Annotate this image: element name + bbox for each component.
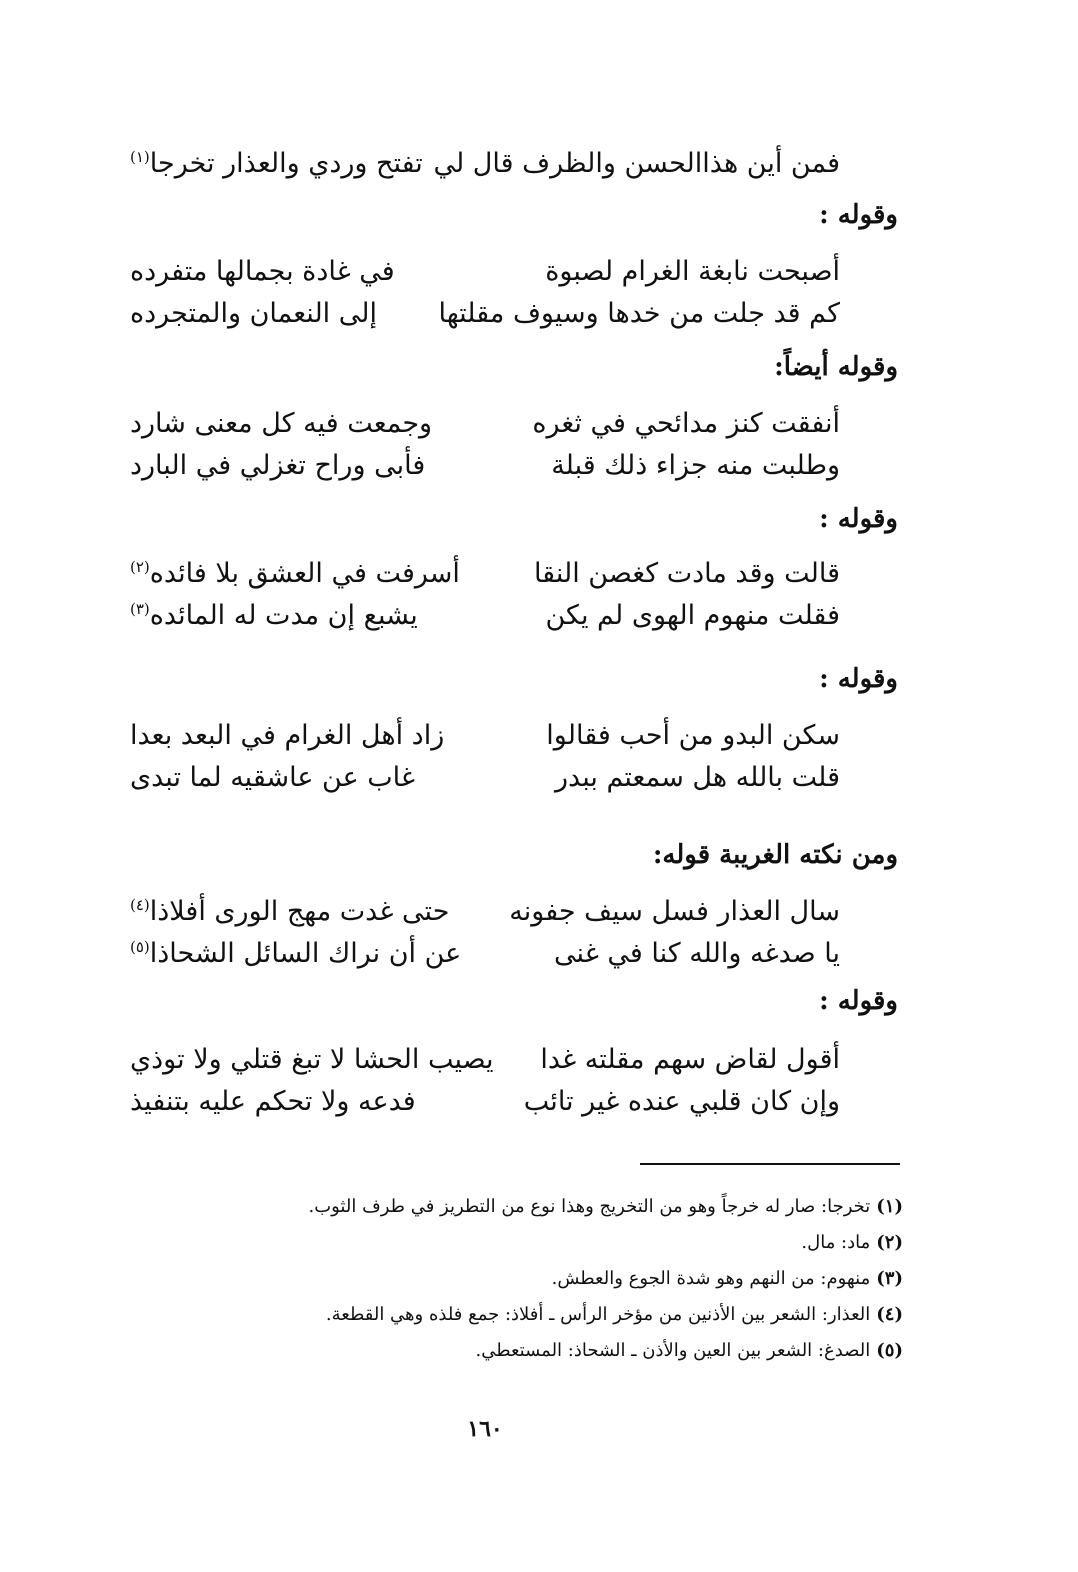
- verse-second-hemistich: [130, 600, 418, 631]
- verse-line: [130, 558, 840, 598]
- verse-first-hemistich: أقول لقاض سهم مقلته غدا: [540, 1044, 840, 1075]
- footnote: [552, 1268, 903, 1289]
- footnote: [801, 1232, 903, 1253]
- footnote-divider: [640, 1163, 900, 1165]
- footnote-text: الصدغ: الشعر بين العين والأذن ـ الشحاذ: المستعطي.: [475, 1340, 871, 1361]
- footnote-ref: (٣): [130, 600, 150, 618]
- verse-text: عن أن نراك السائل الشحاذا: [149, 938, 462, 969]
- verse-second-hemistich: زاد أهل الغرام في البعد بعدا: [130, 720, 445, 751]
- footnote-text: تخرجا: صار له خرجاً وهو من التخريج وهذا نوع من التطريز في طرف الثوب.: [308, 1196, 871, 1217]
- verse-first-hemistich: سكن البدو من أحب فقالوا: [546, 720, 840, 751]
- verse-first-hemistich: سال العذار فسل سيف جفونه: [509, 896, 840, 927]
- verse-second-hemistich: [130, 148, 423, 179]
- verse-text: أسرفت في العشق بلا فائده: [149, 558, 460, 589]
- section-heading: ومن نكته الغريبة قوله:: [652, 840, 898, 870]
- section-heading: وقوله :: [819, 986, 898, 1016]
- footnote-text: ماد: مال.: [801, 1232, 871, 1253]
- footnote: [476, 1340, 904, 1361]
- verse-line: [130, 720, 840, 760]
- footnote-ref: (٥): [130, 938, 150, 956]
- footnote-ref: (٢): [130, 558, 150, 576]
- verse-first-hemistich: فقلت منهوم الهوى لم يكن: [545, 600, 840, 631]
- verse-line: [130, 298, 840, 338]
- footnote: [308, 1196, 903, 1217]
- section-heading: وقوله :: [819, 504, 898, 534]
- footnote-text: منهوم: من النهم وهو شدة الجوع والعطش.: [551, 1268, 871, 1289]
- page-number: ١٦٠: [467, 1416, 503, 1442]
- verse-text: يشبع إن مدت له المائده: [149, 600, 418, 631]
- verse-second-hemistich: [130, 938, 461, 969]
- verse-line: [130, 1086, 840, 1126]
- verse-first-hemistich: قلت بالله هل سمعتم ببدر: [554, 762, 840, 793]
- verse-second-hemistich: إلى النعمان والمتجرده: [130, 298, 377, 329]
- footnote: [326, 1304, 903, 1325]
- verse-second-hemistich: وجمعت فيه كل معنى شارد: [130, 408, 433, 439]
- verse-second-hemistich: فأبى وراح تغزلي في البارد: [130, 450, 426, 481]
- section-heading: وقوله أيضاً:: [774, 352, 898, 382]
- verse-line: [130, 762, 840, 802]
- section-heading: وقوله :: [819, 664, 898, 694]
- verse-first-hemistich: يا صدغه والله كنا في غنى: [554, 938, 840, 969]
- verse-line: [130, 408, 840, 448]
- verse-line: [130, 896, 840, 936]
- verse-first-hemistich: أنفقت كنز مدائحي في ثغره: [532, 408, 840, 439]
- verse-first-hemistich: فمن أين هذاالحسن والظرف قال لي: [433, 148, 840, 179]
- verse-second-hemistich: غاب عن عاشقيه لما تبدى: [130, 762, 416, 793]
- footnote-number: (١): [876, 1196, 903, 1217]
- footnote-ref: (١): [130, 148, 150, 166]
- verse-second-hemistich: في غادة بجمالها متفرده: [130, 256, 395, 287]
- verse-line: [130, 600, 840, 640]
- footnote-number: (٣): [876, 1268, 903, 1289]
- verse-text: حتى غدت مهج الورى أفلاذا: [149, 896, 450, 927]
- verse-first-hemistich: أصبحت نابغة الغرام لصبوة: [545, 256, 840, 287]
- verse-second-hemistich: [130, 558, 460, 589]
- footnote-number: (٢): [876, 1232, 903, 1253]
- verse-first-hemistich: وطلبت منه جزاء ذلك قبلة: [551, 450, 840, 481]
- verse-line: [130, 1044, 840, 1084]
- footnote-text: العذار: الشعر بين الأذنين من مؤخر الرأس ـ أفلاذ: جمع فلذه وهي القطعة.: [325, 1304, 871, 1325]
- verse-line: [130, 256, 840, 296]
- section-heading: وقوله :: [819, 200, 898, 230]
- verse-first-hemistich: كم قد جلت من خدها وسيوف مقلتها: [438, 298, 840, 329]
- footnote-number: (٥): [876, 1340, 903, 1361]
- verse-line: [130, 450, 840, 490]
- verse-second-hemistich: [130, 896, 449, 927]
- verse-first-hemistich: وإن كان قلبي عنده غير تائب: [523, 1086, 840, 1117]
- verse-first-hemistich: قالت وقد مادت كغصن النقا: [533, 558, 840, 589]
- verse-text: تفتح وردي والعذار تخرجا: [149, 148, 423, 179]
- verse-line: [130, 938, 840, 978]
- verse-line: [130, 148, 840, 188]
- verse-second-hemistich: يصيب الحشا لا تبغ قتلي ولا توذي: [130, 1044, 494, 1075]
- verse-second-hemistich: فدعه ولا تحكم عليه بتنفيذ: [130, 1086, 416, 1117]
- footnote-number: (٤): [876, 1304, 903, 1325]
- footnote-ref: (٤): [130, 896, 150, 914]
